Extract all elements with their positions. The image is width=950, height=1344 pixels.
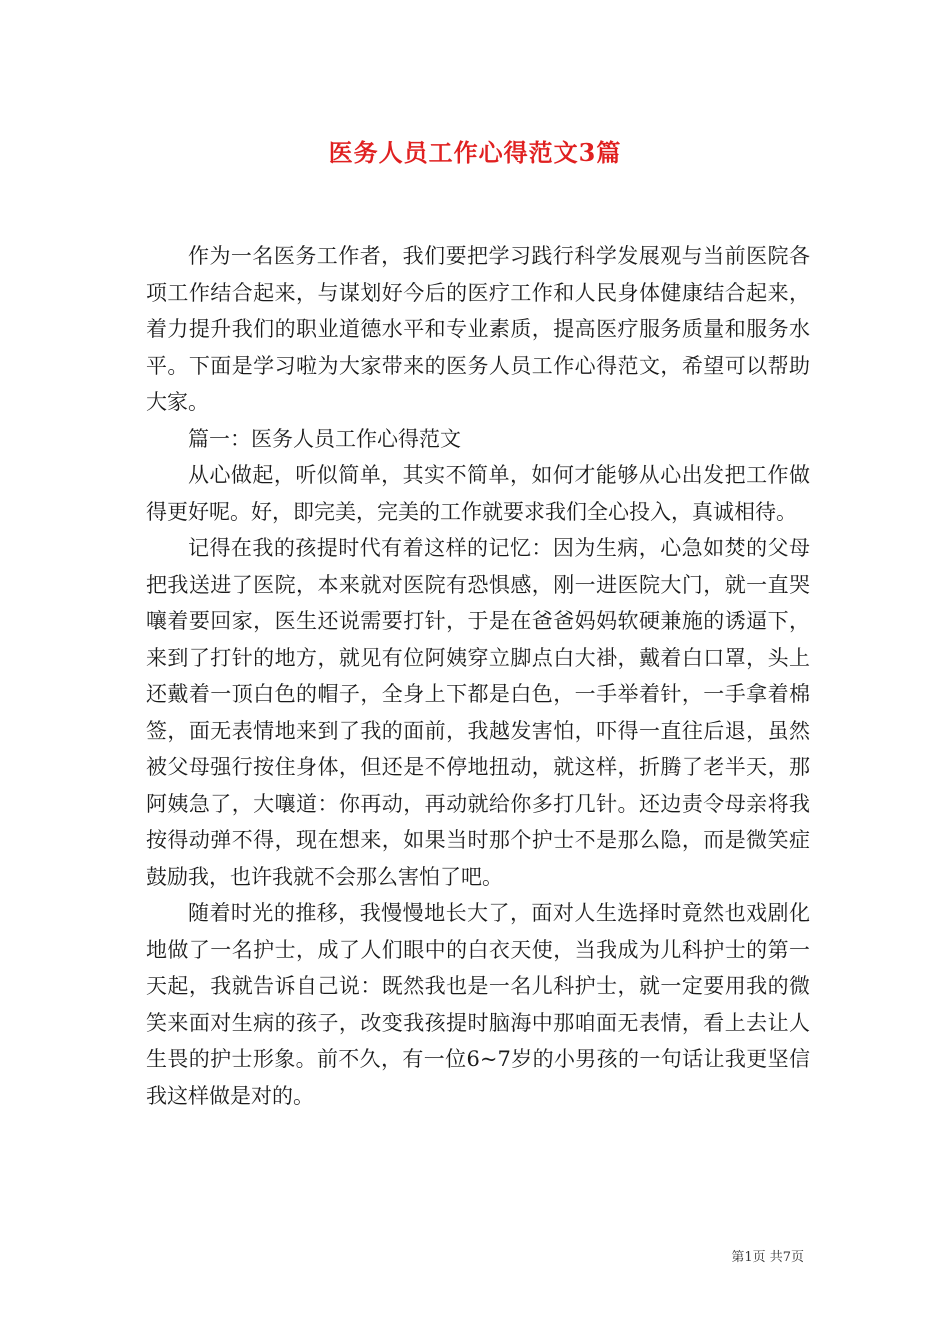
page-number-footer: 第1页 共7页 [731, 1250, 804, 1265]
paragraph: 从心做起，听似简单，其实不简单，如何才能够从心出发把工作做得更好呢。好，即完美，完美的工作就要求我们全心投入，真诚相待。 [146, 463, 810, 524]
paragraph: 记得在我的孩提时代有着这样的记忆：因为生病，心急如焚的父母把我送进了医院，本来就对医院有恐惧感，刚一进医院大门，就一直哭嚷着要回家，医生还说需要打针，于是在爸爸妈妈软硬兼施的诱逼下，来到了打针的地方，就见有位阿姨穿立脚点白大褂，戴着白口罩，头上还戴着一顶白色的帽子，全身上下都是白色，一手举着针，一手拿着棉签，面无表情地来到了我的面前，我越发害怕，吓得一直往后退，虽然被父母强行按住身体，但还是不停地扭动，就这样，折腾了老半天，那阿姨急了，大嚷道：你再动，再动就给你多打几针。还边责令母亲将我按得动弹不得，现在想来，如果当时那个护士不是那么隐，而是微笑症鼓励我，也许我就不会那么害怕了吧。 [146, 536, 810, 889]
document-body [146, 238, 810, 1114]
paragraph-intro: 作为一名医务工作者，我们要把学习践行科学发展观与当前医院各项工作结合起来，与谋划好今后的医疗工作和人民身体健康结合起来，着力提升我们的职业道德水平和专业素质，提高医疗服务质量和服务水平。下面是学习啦为大家带来的医务人员工作心得范文，希望可以帮助大家。 [146, 244, 810, 414]
section-heading: 篇一：医务人员工作心得范文 [188, 426, 461, 451]
paragraph: 随着时光的推移，我慢慢地长大了，面对人生选择时竟然也戏剧化地做了一名护士，成了人们眼中的白衣天使，当我成为儿科护士的第一天起，我就告诉自己说：既然我也是一名儿科护士，就一定要用我的微笑来面对生病的孩子，改变我孩提时脑海中那咱面无表情，看上去让人生畏的护士形象。前不久，有一位6~7岁的小男孩的一句话让我更坚信我这样做是对的。 [146, 901, 810, 1108]
document-title: 医务人员工作心得范文3篇 [328, 138, 622, 167]
